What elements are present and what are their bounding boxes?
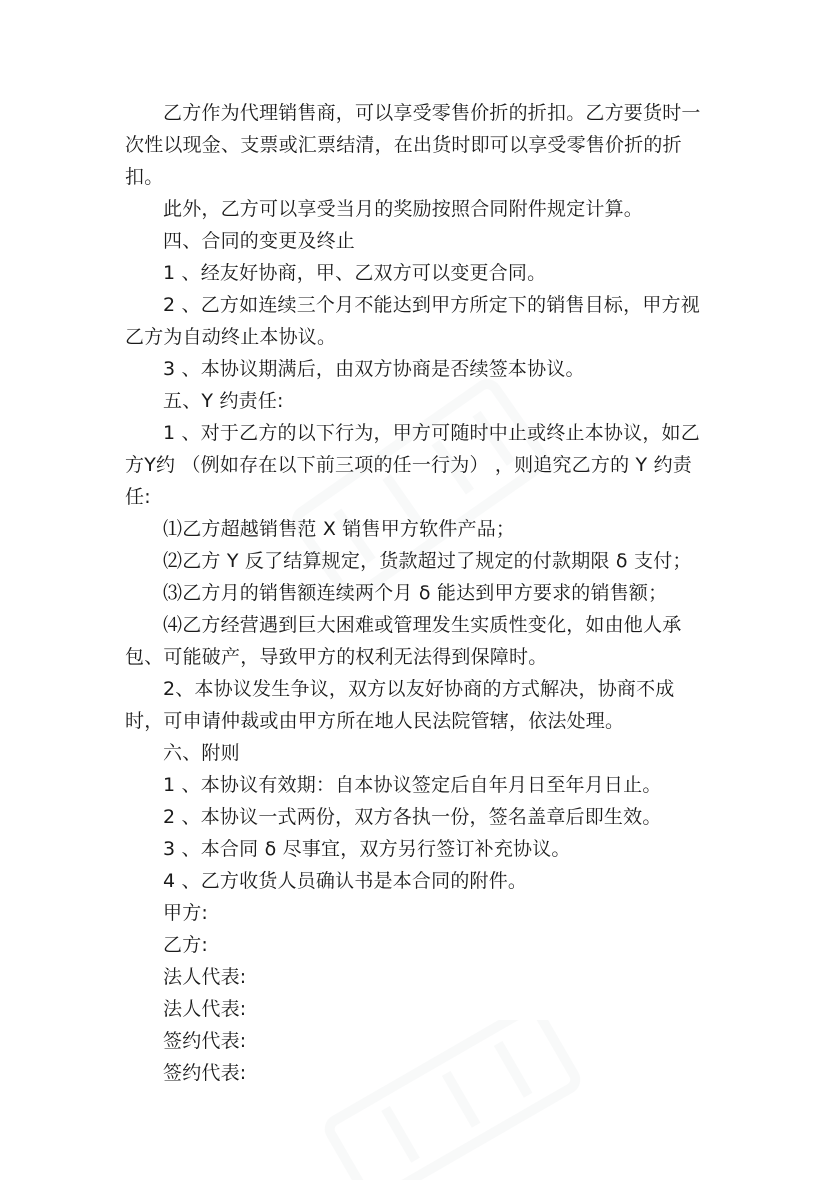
signature-signing-rep-a: 签约代表: [163,1030,247,1052]
clause-4-3: 3 、本协议期满后，由双方协商是否续签本协议。 [163,358,585,380]
clause-6-4: 4 、乙方收货人员确认书是本合同的附件。 [163,870,528,892]
clause-6-3: 3 、本合同 δ 尽事宜，双方另行签订补充协议。 [163,838,571,860]
clause-5-2: 2、本协议发生争议，双方以友好协商的方式解决，协商不成时，可申请仲裁或由甲方所在地人民法院管辖，依法处理。 [125,678,675,732]
document-body [125,97,710,1089]
paragraph-discount: 乙方作为代理销售商，可以享受零售价折的折扣。乙方要货时一次性以现金、支票或汇票结清，在出货时即可以享受零售价折的折扣。 [125,102,701,188]
signature-party-b: 乙方: [163,934,209,956]
clause-5-1: 1 、对于乙方的以下行为，甲方可随时中止或终止本协议，如乙方Y约 （例如存在以下前三项的任一行为） ，则追究乙方的 Y 约责任: [125,422,700,508]
clause-4-1: 1 、经友好协商，甲、乙双方可以变更合同。 [163,262,547,284]
subclause-5-1-3: ⑶乙方月的销售额连续两个月 δ 能达到甲方要求的销售额； [163,582,668,604]
section-heading-change-termination: 四、合同的变更及终止 [163,230,356,252]
paragraph-reward: 此外，乙方可以享受当月的奖励按照合同附件规定计算。 [163,198,644,220]
signature-legal-rep-b: 法人代表: [163,998,247,1020]
clause-6-2: 2 、本协议一式两份，双方各执一份，签名盖章后即生效。 [163,806,662,828]
section-heading-appendix: 六、附则 [163,742,240,764]
subclause-5-1-1: ⑴乙方超越销售范 X 销售甲方软件产品； [163,518,516,540]
clause-4-2: 2 、乙方如连续三个月不能达到甲方所定下的销售目标，甲方视乙方为自动终止本协议。 [125,294,700,348]
signature-legal-rep-a: 法人代表: [163,966,247,988]
section-heading-liability: 五、Y 约责任: [163,390,284,412]
subclause-5-1-2: ⑵乙方 Y 反了结算规定，货款超过了规定的付款期限 δ 支付； [163,550,692,572]
subclause-5-1-4: ⑷乙方经营遇到巨大困难或管理发生实质性变化，如由他人承包、可能破产，导致甲方的权利无法得到保障时。 [125,614,682,668]
clause-6-1: 1 、本协议有效期：自本协议签定后自年月日至年月日止。 [163,774,662,796]
signature-signing-rep-b: 签约代表: [163,1062,247,1084]
signature-party-a: 甲方: [163,902,209,924]
